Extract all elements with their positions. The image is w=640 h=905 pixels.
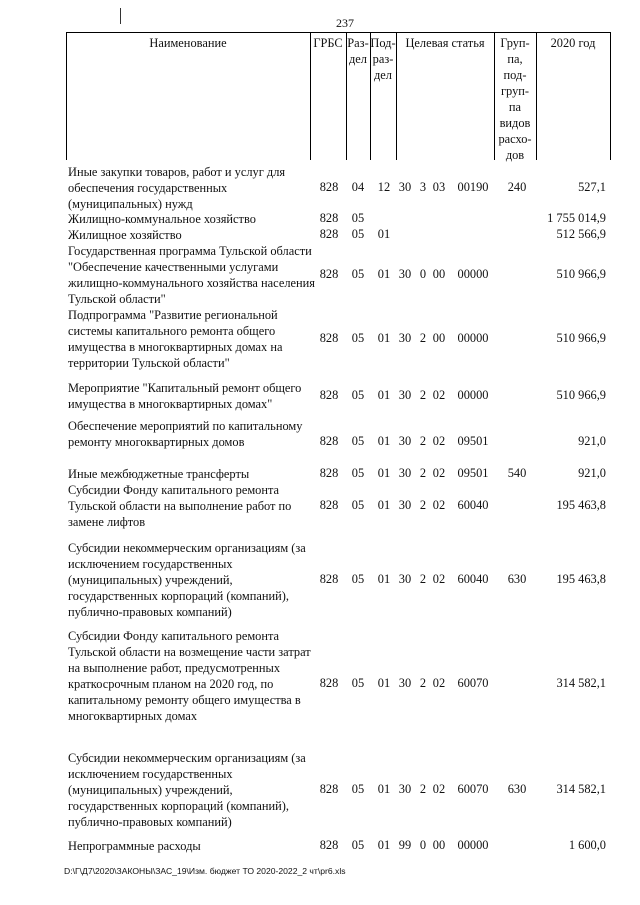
header-border-left xyxy=(66,32,67,160)
row-cs-direction: 60070 xyxy=(457,676,489,690)
row-podrazdel: 01 xyxy=(377,466,391,480)
row-podrazdel: 01 xyxy=(377,572,391,586)
row-sum: 510 966,9 xyxy=(556,267,606,281)
row-sum: 510 966,9 xyxy=(556,331,606,345)
row-grbs: 828 xyxy=(319,572,339,586)
header-divider-grbs xyxy=(310,32,311,160)
row-cs-program: 30 xyxy=(398,388,412,402)
table-header xyxy=(66,32,611,160)
row-cs-subprogram: 2 xyxy=(419,434,427,448)
row-cs-subprogram: 2 xyxy=(419,331,427,345)
row-razdel: 05 xyxy=(351,466,365,480)
header-cs: Целевая статья xyxy=(405,36,485,50)
row-razdel: 05 xyxy=(351,211,365,225)
row-sum: 527,1 xyxy=(578,180,606,194)
row-cs-subprogram: 2 xyxy=(419,782,427,796)
row-name: Субсидии Фонду капитального ремонта Тульской области на выполнение работ по замене лифтов xyxy=(68,483,292,529)
row-cs-event: 02 xyxy=(432,572,446,586)
row-podrazdel: 01 xyxy=(377,434,391,448)
row-sum: 314 582,1 xyxy=(556,676,606,690)
row-grbs: 828 xyxy=(319,331,339,345)
row-razdel: 05 xyxy=(351,676,365,690)
row-cs-event: 02 xyxy=(432,498,446,512)
row-sum: 195 463,8 xyxy=(556,498,606,512)
row-podrazdel: 01 xyxy=(377,267,391,281)
row-name: Субсидии некоммерческим организациям (за исключением государственных (муниципальных) учреждений, государственных корпораций (компаний), публично-правовых компаний) xyxy=(68,541,306,619)
row-cs-event: 00 xyxy=(432,838,446,852)
row-podrazdel: 01 xyxy=(377,331,391,345)
row-grbs: 828 xyxy=(319,434,339,448)
header-name: Наименование xyxy=(149,36,227,50)
row-cs-direction: 09501 xyxy=(457,434,489,448)
header-vr: Груп- па, под- груп- па видов расхо- дов xyxy=(498,36,532,162)
row-grbs: 828 xyxy=(319,388,339,402)
row-razdel: 05 xyxy=(351,838,365,852)
row-razdel: 04 xyxy=(351,180,365,194)
row-vr: 630 xyxy=(507,572,527,586)
row-name: Иные закупки товаров, работ и услуг для обеспечения государственных (муниципальных) нужд xyxy=(68,165,286,211)
row-vr: 240 xyxy=(507,180,527,194)
row-cs-program: 30 xyxy=(398,180,412,194)
header-razdel: Раз- дел xyxy=(347,36,369,66)
row-grbs: 828 xyxy=(319,838,339,852)
row-sum: 195 463,8 xyxy=(556,572,606,586)
row-cs-program: 30 xyxy=(398,466,412,480)
row-name: Иные межбюджетные трансферты xyxy=(68,467,250,481)
row-razdel: 05 xyxy=(351,434,365,448)
row-sum: 314 582,1 xyxy=(556,782,606,796)
row-podrazdel: 01 xyxy=(377,782,391,796)
row-grbs: 828 xyxy=(319,180,339,194)
row-cs-event: 02 xyxy=(432,388,446,402)
row-sum: 510 966,9 xyxy=(556,388,606,402)
row-grbs: 828 xyxy=(319,782,339,796)
row-cs-subprogram: 2 xyxy=(419,572,427,586)
row-cs-event: 02 xyxy=(432,434,446,448)
row-podrazdel: 12 xyxy=(377,180,391,194)
row-podrazdel: 01 xyxy=(377,498,391,512)
row-sum: 921,0 xyxy=(578,434,606,448)
header-top-border xyxy=(66,32,611,33)
row-grbs: 828 xyxy=(319,466,339,480)
row-cs-program: 30 xyxy=(398,782,412,796)
row-name: Субсидии Фонду капитального ремонта Тульской области на возмещение части затрат на выполнение работ, предусмотренных краткосрочным планом на 2020 год, по капитальному ремонту общего имущества в многоквартирных домах xyxy=(68,629,311,723)
row-cs-event: 02 xyxy=(432,466,446,480)
row-cs-program: 30 xyxy=(398,572,412,586)
row-cs-direction: 00000 xyxy=(457,838,489,852)
row-grbs: 828 xyxy=(319,676,339,690)
row-podrazdel: 01 xyxy=(377,388,391,402)
row-cs-direction: 60040 xyxy=(457,572,489,586)
row-cs-direction: 00000 xyxy=(457,267,489,281)
row-name: Непрограммные расходы xyxy=(68,839,201,853)
header-year: 2020 год xyxy=(550,36,596,50)
row-grbs: 828 xyxy=(319,211,339,225)
row-cs-direction: 60040 xyxy=(457,498,489,512)
row-name: Субсидии некоммерческим организациям (за исключением государственных (муниципальных) учреждений, государственных корпораций (компаний), публично-правовых компаний) xyxy=(68,751,306,829)
page-number: 237 xyxy=(336,16,354,30)
row-cs-subprogram: 2 xyxy=(419,676,427,690)
row-name: Мероприятие "Капитальный ремонт общего имущества в многоквартирных домах" xyxy=(68,381,302,411)
row-cs-program: 30 xyxy=(398,331,412,345)
row-cs-program: 30 xyxy=(398,434,412,448)
row-razdel: 05 xyxy=(351,331,365,345)
row-podrazdel: 01 xyxy=(377,838,391,852)
margin-mark xyxy=(120,8,121,24)
row-cs-subprogram: 0 xyxy=(419,838,427,852)
row-sum: 921,0 xyxy=(578,466,606,480)
row-grbs: 828 xyxy=(319,267,339,281)
row-cs-program: 99 xyxy=(398,838,412,852)
row-grbs: 828 xyxy=(319,227,339,241)
row-sum: 1 755 014,9 xyxy=(547,211,606,225)
row-vr: 540 xyxy=(507,466,527,480)
file-path-footer: D:\Г\Д7\2020\ЗАКОНЫ\ЗАС_19\Изм. бюджет ТО 2020-2022_2 чт\pr6.xls xyxy=(64,866,346,876)
row-razdel: 05 xyxy=(351,227,365,241)
header-grbs: ГРБС xyxy=(313,36,343,50)
row-cs-direction: 09501 xyxy=(457,466,489,480)
row-podrazdel: 01 xyxy=(377,676,391,690)
row-sum: 512 566,9 xyxy=(556,227,606,241)
row-name: Обеспечение мероприятий по капитальному ремонту многоквартирных домов xyxy=(68,419,303,449)
row-cs-event: 00 xyxy=(432,267,446,281)
row-name: Жилищно-коммунальное хозяйство xyxy=(68,212,256,226)
row-vr: 630 xyxy=(507,782,527,796)
row-cs-program: 30 xyxy=(398,267,412,281)
row-cs-event: 02 xyxy=(432,782,446,796)
row-cs-subprogram: 2 xyxy=(419,466,427,480)
row-razdel: 05 xyxy=(351,782,365,796)
row-name: Государственная программа Тульской области "Обеспечение качественными услугами жилищно-коммунального хозяйства населения Тульской области" xyxy=(68,244,315,306)
row-cs-event: 00 xyxy=(432,331,446,345)
header-divider-year xyxy=(536,32,537,160)
row-cs-direction: 00000 xyxy=(457,331,489,345)
row-cs-direction: 00190 xyxy=(457,180,489,194)
row-cs-subprogram: 0 xyxy=(419,267,427,281)
row-name: Жилищное хозяйство xyxy=(68,228,182,242)
row-razdel: 05 xyxy=(351,572,365,586)
row-podrazdel: 01 xyxy=(377,227,391,241)
row-name: Подпрограмма "Развитие региональной системы капитального ремонта общего имущества в многоквартирных домах на территории Тульской области" xyxy=(68,308,283,370)
row-cs-event: 03 xyxy=(432,180,446,194)
row-grbs: 828 xyxy=(319,498,339,512)
row-cs-subprogram: 3 xyxy=(419,180,427,194)
row-cs-program: 30 xyxy=(398,676,412,690)
row-cs-event: 02 xyxy=(432,676,446,690)
row-sum: 1 600,0 xyxy=(568,838,606,852)
header-divider-cs xyxy=(396,32,397,160)
header-border-right xyxy=(610,32,611,160)
header-podrazdel: Под- раз- дел xyxy=(370,36,396,82)
row-cs-subprogram: 2 xyxy=(419,498,427,512)
row-razdel: 05 xyxy=(351,498,365,512)
row-cs-program: 30 xyxy=(398,498,412,512)
row-razdel: 05 xyxy=(351,388,365,402)
row-cs-direction: 60070 xyxy=(457,782,489,796)
row-razdel: 05 xyxy=(351,267,365,281)
row-cs-direction: 00000 xyxy=(457,388,489,402)
row-cs-subprogram: 2 xyxy=(419,388,427,402)
